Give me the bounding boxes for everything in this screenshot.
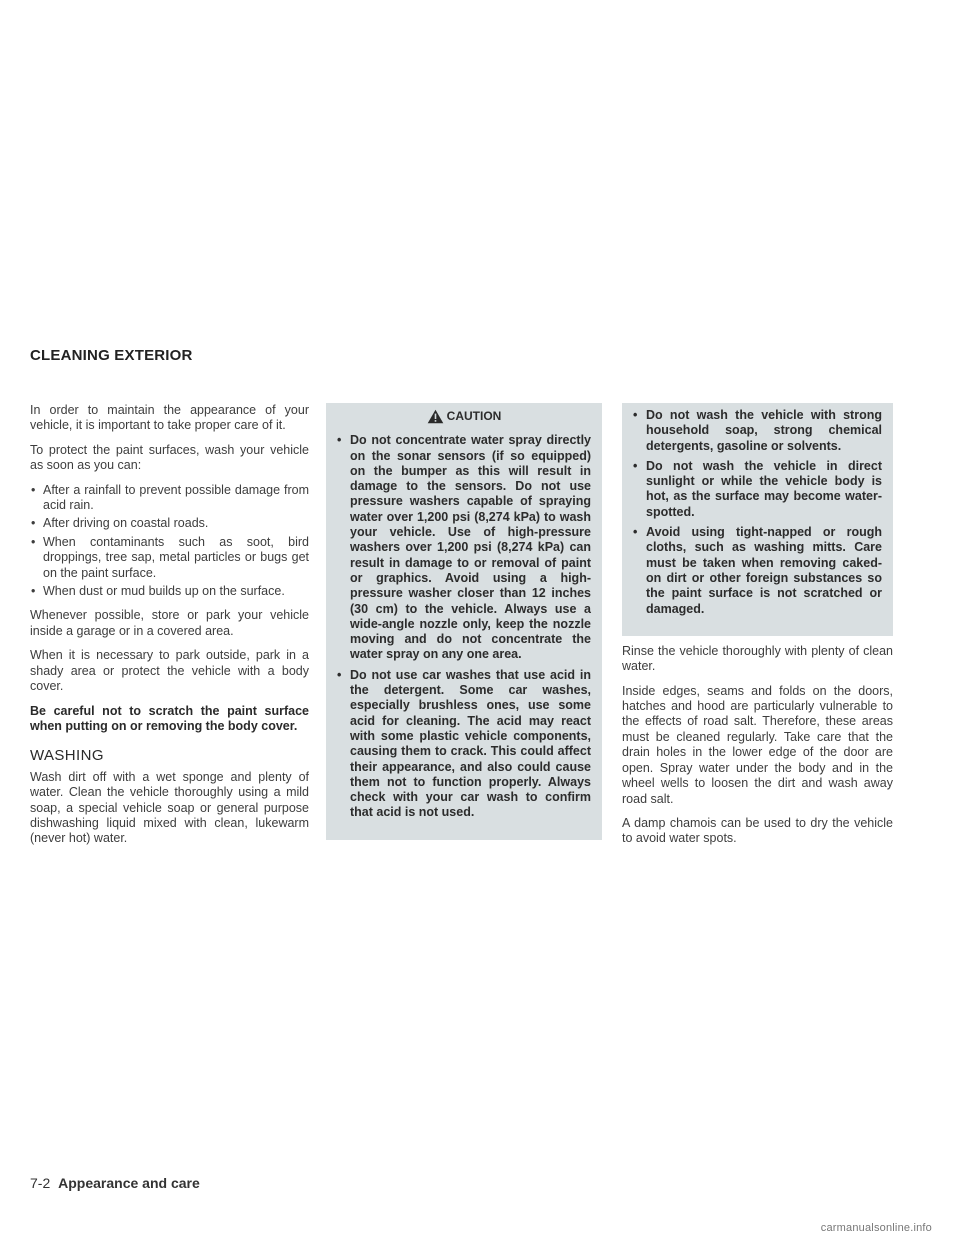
chamois-paragraph: A damp chamois can be used to dry the vehicle to avoid water spots. bbox=[622, 815, 893, 846]
column-right bbox=[622, 403, 893, 856]
wash-conditions-list bbox=[30, 483, 309, 600]
list-item: • After a rainfall to prevent possible damage from acid rain. bbox=[30, 483, 309, 514]
page-number: 7-2 bbox=[30, 1175, 51, 1191]
caution-header bbox=[337, 409, 591, 424]
list-item: • When dust or mud builds up on the surface. bbox=[30, 584, 309, 599]
caution-item: • Do not use car washes that use acid in the detergent. Some car washes, especially brushless ones, use some acid for cleaning. The acid may react with some plastic vehicle components, causing them to crack. This could affect their appearance, and also could cause them not to function properly. Always check with your car wash to confirm that acid is not used. bbox=[337, 668, 591, 821]
watermark: carmanualsonline.info bbox=[820, 1222, 932, 1234]
caution-item: • Do not wash the vehicle in direct sunlight or while the vehicle body is hot, as the surface may become water-spotted. bbox=[633, 459, 882, 520]
caution-title: CAUTION bbox=[446, 409, 502, 423]
warning-triangle-icon bbox=[427, 409, 444, 424]
section-title: CLEANING EXTERIOR bbox=[30, 347, 193, 364]
washing-heading: WASHING bbox=[30, 747, 104, 765]
protect-paragraph: To protect the paint surfaces, wash your vehicle as soon as you can: bbox=[30, 442, 309, 473]
caution-item: • Do not concentrate water spray directly on the sonar sensors (if so equipped) on the bumper as this will result in damage to the sensors. Do not use pressure washers capable of spraying water over 1,200 psi (8,274 kPa) to wash your vehicle. Use of high-pressure washers over 1,200 psi (8,274 kPa) can result in damage to or removal of paint or graphics. Avoid using a high-pressure washer closer than 12 inches (30 cm) to the vehicle. Always use a wide-angle nozzle only, keep the nozzle moving and do not concentrate the water spray on any one area. bbox=[337, 433, 591, 662]
column-left bbox=[30, 403, 309, 856]
caution-box bbox=[326, 403, 602, 840]
caution-list-continued bbox=[633, 408, 882, 617]
body-cover-warning: Be careful not to scratch the paint surface when putting on or removing the body cover. bbox=[30, 703, 309, 733]
caution-box-continued bbox=[622, 403, 893, 636]
caution-item: • Avoid using tight-napped or rough cloths, such as washing mitts. Care must be taken when removing caked-on dirt or other foreign substances so the paint surface is not scratched or damaged. bbox=[633, 525, 882, 617]
caution-list bbox=[337, 433, 591, 820]
rinse-paragraph: Rinse the vehicle thoroughly with plenty of clean water. bbox=[622, 643, 893, 674]
park-outside-paragraph: When it is necessary to park outside, park in a shady area or protect the vehicle with a body cover. bbox=[30, 648, 309, 694]
page-footer bbox=[30, 1175, 200, 1191]
edges-paragraph: Inside edges, seams and folds on the doors, hatches and hood are particularly vulnerable to the effects of road salt. Therefore, these areas must be cleaned regularly. Take care that the drain holes in the lower edge of the door are open. Spray water under the body and in the wheel wells to loosen the dirt and wash away road salt. bbox=[622, 683, 893, 806]
chapter-title: Appearance and care bbox=[58, 1175, 200, 1191]
store-paragraph: Whenever possible, store or park your vehicle inside a garage or in a covered area. bbox=[30, 608, 309, 638]
list-item: • After driving on coastal roads. bbox=[30, 516, 309, 531]
washing-paragraph: Wash dirt off with a wet sponge and plenty of water. Clean the vehicle thoroughly using a mild soap, a special vehicle soap or general purpose dishwashing liquid mixed with clean, lukewarm (never hot) water. bbox=[30, 769, 309, 846]
list-item: • When contaminants such as soot, bird droppings, tree sap, metal particles or bugs get on the paint surface. bbox=[30, 535, 309, 581]
caution-item: • Do not wash the vehicle with strong household soap, strong chemical detergents, gasoline or solvents. bbox=[633, 408, 882, 454]
intro-paragraph: In order to maintain the appearance of your vehicle, it is important to take proper care of it. bbox=[30, 403, 309, 433]
column-middle bbox=[326, 403, 602, 840]
